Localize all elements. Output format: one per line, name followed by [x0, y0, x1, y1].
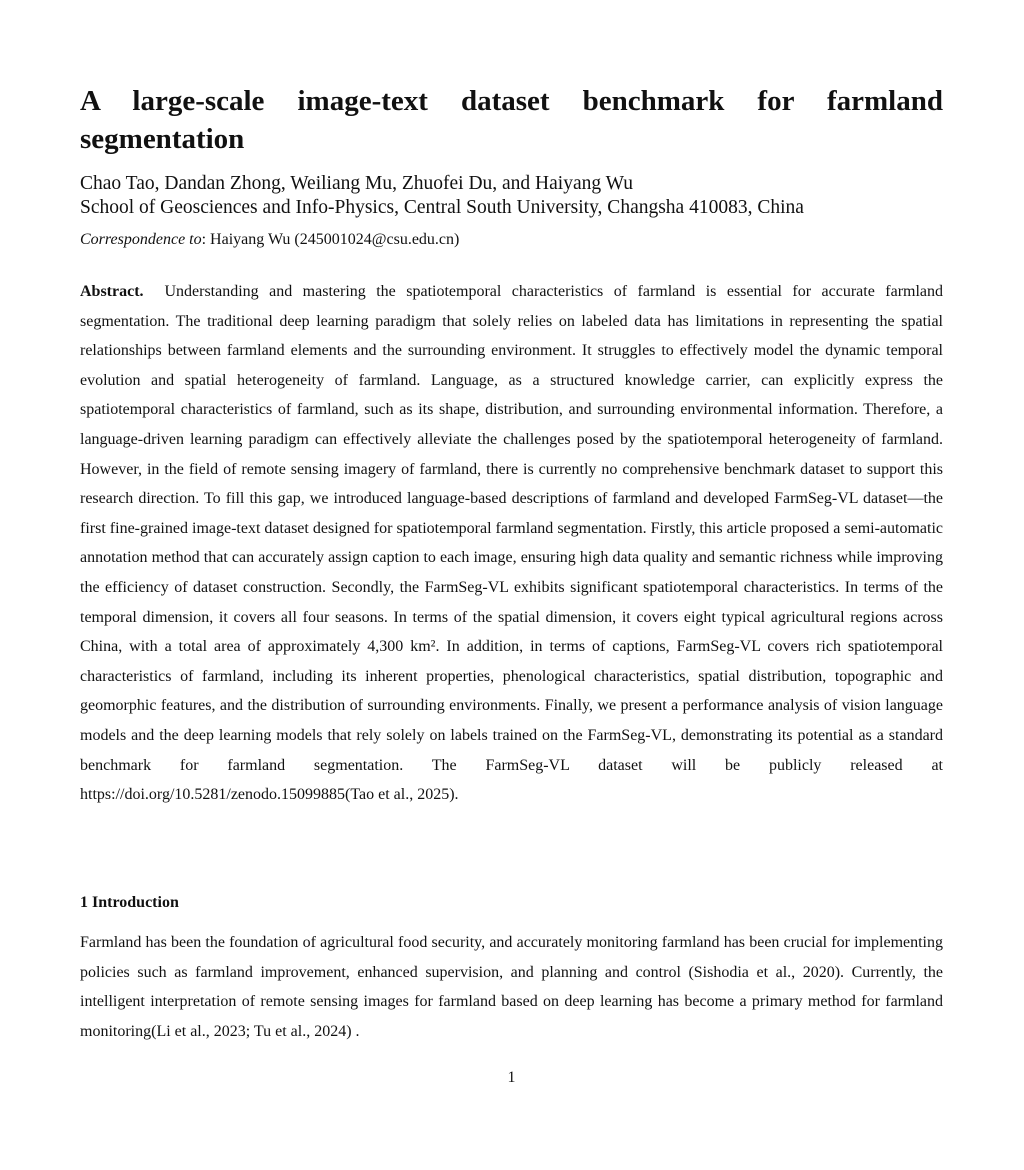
abstract-text: Understanding and mastering the spatiotemporal characteristics of farmland is essential for accurate farmland segmentation. The traditional deep learning paradigm that solely relies on labeled data has limitations in representing the spatial relationships between farmland elements and the surrounding environment. It struggles to effectively model the dynamic temporal evolution and spatial heterogeneity of farmland. Language, as a structured knowledge carrier, can explicitly express the spatiotemporal characteristics of farmland, such as its shape, distribution, and surrounding environmental information. Therefore, a language-driven learning paradigm can effectively alleviate the challenges posed by the spatiotemporal heterogeneity of farmland. However, in the field of remote sensing imagery of farmland, there is currently no comprehensive benchmark dataset to support this research direction. To fill this gap, we introduced language-based descriptions of farmland and developed FarmSeg-VL dataset—the first fine-grained image-text dataset designed for spatiotemporal farmland segmentation. Firstly, this article proposed a semi-automatic annotation method that can accurately assign caption to each image, ensuring high data quality and semantic richness while improving the efficiency of dataset construction. Secondly, the FarmSeg-VL exhibits significant spatiotemporal characteristics. In terms of the temporal dimension, it covers all four seasons. In terms of the spatial dimension, it covers eight typical agricultural regions across China, with a total area of approximately 4,300 km². In addition, in terms of captions, FarmSeg-VL covers rich spatiotemporal characteristics of farmland, including its inherent properties, phenological characteristics, spatial distribution, topographic and geomorphic features, and the distribution of surrounding environments. Finally, we present a performance analysis of vision language models and the deep learning models that rely solely on labels trained on the FarmSeg-VL, demonstrating its potential as a standard benchmark for farmland segmentation. The FarmSeg-VL dataset will be publicly released at https://doi.org/10.5281/zenodo.15099885(Tao et al., 2025). — [80, 283, 944, 804]
author-list: Chao Tao, Dandan Zhong, Weiliang Mu, Zhuofei Du, and Haiyang Wu — [80, 173, 634, 194]
abstract-label: Abstract. — [80, 283, 144, 300]
affiliation: School of Geosciences and Info-Physics, Central South University, Changsha 410083, China — [80, 197, 804, 218]
correspondence-value: : Haiyang Wu (245001024@csu.edu.cn) — [201, 231, 460, 248]
introduction-paragraph: Farmland has been the foundation of agricultural food security, and accurately monitoring farmland has been crucial for implementing policies such as farmland improvement, enhanced supervision, and planning and control (Sishodia et al., 2020). Currently, the intelligent interpretation of remote sensing images for farmland based on deep learning has become a primary method for farmland monitoring(Li et al., 2023; Tu et al., 2024) . — [80, 934, 943, 1040]
correspondence — [80, 229, 943, 251]
abstract — [80, 277, 943, 810]
paper-title: A large-scale image-text dataset benchmark for farmland segmentation — [80, 85, 943, 155]
correspondence-label: Correspondence to — [80, 231, 202, 248]
section-heading-introduction: 1 Introduction — [80, 894, 179, 911]
page-number: 1 — [507, 1069, 516, 1086]
